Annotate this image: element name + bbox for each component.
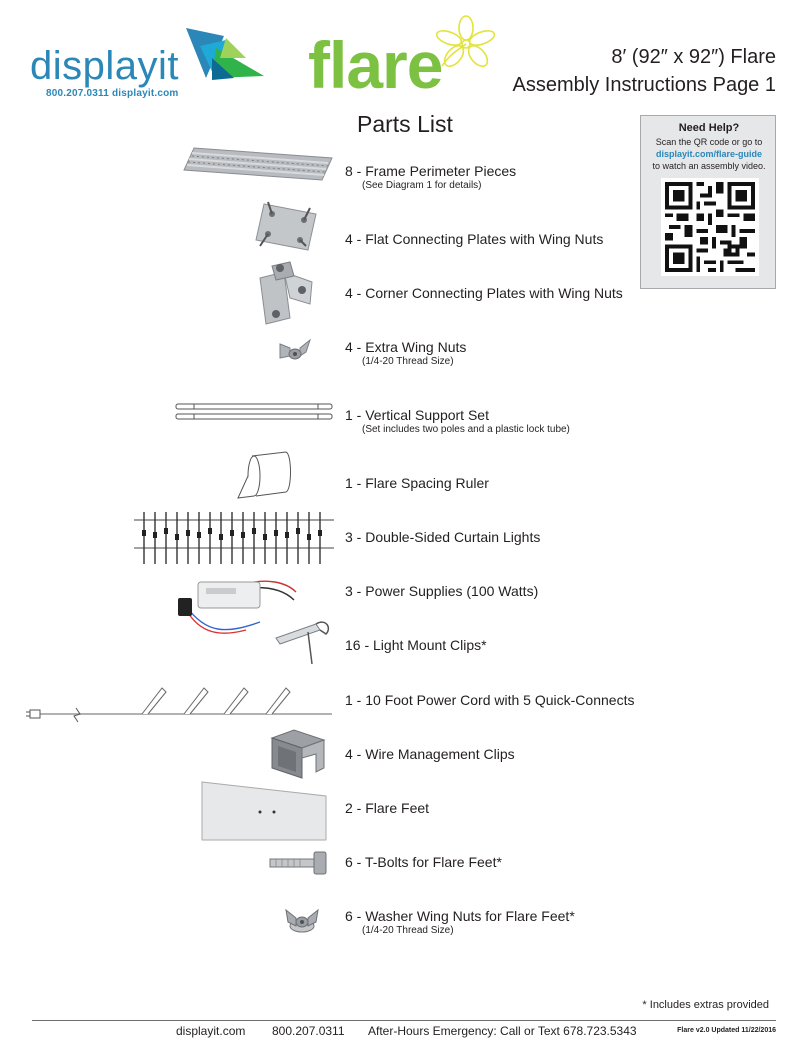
help-link[interactable]: displayit.com/flare-guide [655,149,763,159]
part-label-t-bolts: 6 - T-Bolts for Flare Feet* [345,854,502,870]
help-title: Need Help? [678,122,740,134]
flat-plate-image [250,196,320,258]
help-instructions-2: to watch an assembly video. [652,161,766,171]
parts-list-title: Parts List [357,111,453,137]
footer-version: Flare v2.0 Updated 11/22/2016 [677,1027,776,1034]
extras-note: * Includes extras provided [642,999,769,1011]
part-label-support-set: 1 - Vertical Support Set [345,407,489,423]
page-title-line1: 8′ (92″ x 92″) Flare [611,46,776,68]
part-label-corner-plates: 4 - Corner Connecting Plates with Wing Nuts [345,285,623,301]
power-cord-image [26,680,334,726]
part-label-wire-clips: 4 - Wire Management Clips [345,746,515,762]
flare-flower-icon [432,14,500,74]
curtain-lights-image [134,510,334,568]
part-label-spacing-ruler: 1 - Flare Spacing Ruler [345,475,489,491]
part-note-washer-wing-nuts: (1/4-20 Thread Size) [362,925,454,936]
flare-logo-text: flare [308,28,443,102]
flare-foot-image [196,778,330,844]
part-label-wing-nuts: 4 - Extra Wing Nuts [345,339,467,355]
part-note-frame-pieces: (See Diagram 1 for details) [362,180,482,191]
help-box [640,115,776,289]
frame-pieces-image [182,144,334,184]
part-note-wing-nuts: (1/4-20 Thread Size) [362,356,454,367]
t-bolt-image [268,850,330,876]
part-label-power-supplies: 3 - Power Supplies (100 Watts) [345,583,539,599]
logo-contact: 800.207.0311 displayit.com [46,88,179,99]
mount-clip-image [272,614,334,668]
part-label-power-cord: 1 - 10 Foot Power Cord with 5 Quick-Connects [345,692,635,708]
displayit-logo-text: displayit [30,44,180,88]
help-instructions: Scan the QR code or go to [655,137,763,147]
ruler-roll-image [234,448,294,504]
part-note-support-set: (Set includes two poles and a plastic lock tube) [362,424,570,435]
page-title-line2: Assembly Instructions Page 1 [512,74,776,96]
footer-phone: 800.207.0311 [272,1024,345,1038]
qr-code-image[interactable] [661,178,759,276]
footer-site[interactable]: displayit.com [176,1024,246,1038]
footer-divider [32,1020,776,1021]
wire-clip-image [264,728,330,782]
washer-wing-nut-image [282,904,322,934]
part-label-washer-wing-nuts: 6 - Washer Wing Nuts for Flare Feet* [345,908,575,924]
footer-emergency: After-Hours Emergency: Call or Text 678.723.5343 [368,1024,637,1038]
part-label-flare-feet: 2 - Flare Feet [345,800,430,816]
displayit-logo-mark [186,28,266,84]
part-label-curtain-lights: 3 - Double-Sided Curtain Lights [345,529,541,545]
part-label-flat-plates: 4 - Flat Connecting Plates with Wing Nuts [345,231,604,247]
part-label-mount-clips: 16 - Light Mount Clips* [345,637,487,653]
corner-plate-image [250,258,316,332]
part-label-frame-pieces: 8 - Frame Perimeter Pieces [345,163,517,179]
wing-nut-image [276,336,314,364]
support-poles-image [172,400,336,424]
